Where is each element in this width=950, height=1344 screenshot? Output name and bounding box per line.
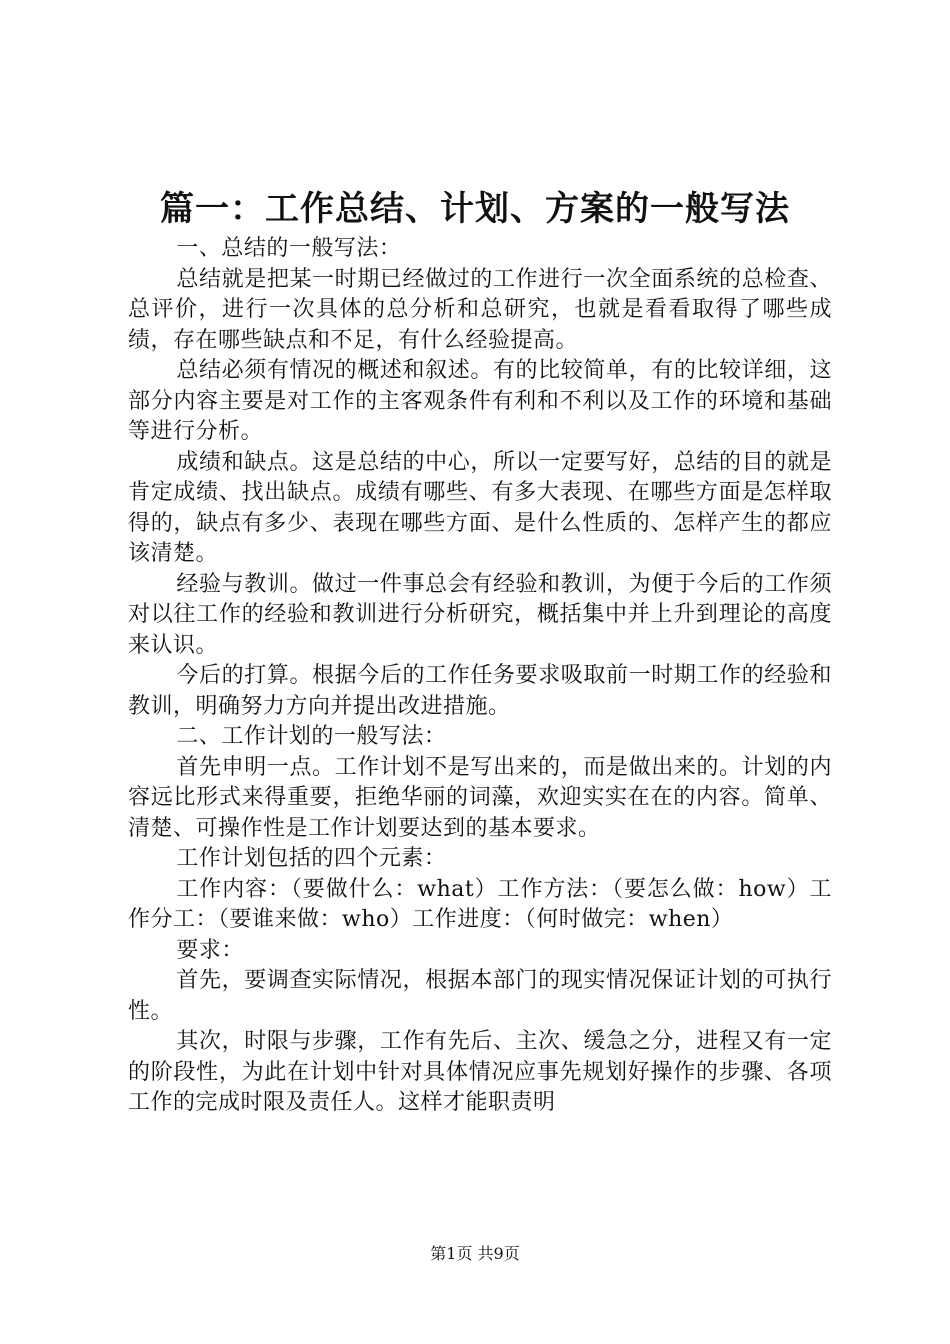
body-paragraph: 总结必须有情况的概述和叙述。有的比较简单，有的比较详细，这部分内容主要是对工作的主客观条件有利和不利以及工作的环境和基础等进行分析。 [128,358,832,444]
body-paragraph: 首先，要调查实际情况，根据本部门的现实情况保证计划的可执行性。 [128,968,832,1024]
document-title: 篇一：工作总结、计划、方案的一般写法 [160,189,790,229]
body-paragraph: 工作计划包括的四个元素： [176,846,447,871]
body-paragraph: 首先申明一点。工作计划不是写出来的，而是做出来的。计划的内容远比形式来得重要，拒绝华丽的词藻，欢迎实实在在的内容。简单、清楚、可操作性是工作计划要达到的基本要求。 [128,754,832,841]
body-paragraph: 其次，时限与步骤，工作有先后、主次、缓急之分，进程又有一定的阶段性，为此在计划中针对具体情况应事先规划好操作的步骤、各项工作的完成时限及责任人。这样才能职责明 [128,1029,832,1115]
body-paragraph: 总结就是把某一时期已经做过的工作进行一次全面系统的总检查、总评价，进行一次具体的总分析和总研究，也就是看看取得了哪些成绩，存在哪些缺点和不足，有什么经验提高。 [128,266,832,353]
section-heading: 二、工作计划的一般写法： [176,724,447,749]
body-paragraph: 工作内容：（要做什么：what）工作方法：（要怎么做：how）工作分工：（要谁来做：who）工作进度：（何时做完：when） [128,876,832,932]
body-paragraph: 今后的打算。根据今后的工作任务要求吸取前一时期工作的经验和教训，明确努力方向并提出改进措施。 [128,663,832,719]
body-paragraph: 成绩和缺点。这是总结的中心，所以一定要写好，总结的目的就是肯定成绩、找出缺点。成绩有哪些、有多大表现、在哪些方面是怎样取得的，缺点有多少、表现在哪些方面、是什么性质的、怎样产生的都应该清楚。 [128,449,832,566]
body-paragraph: 经验与教训。做过一件事总会有经验和教训，为便于今后的工作须对以往工作的经验和教训进行分析研究，概括集中并上升到理论的高度来认识。 [128,571,832,658]
page-number-footer: 第1页 共9页 [430,1244,520,1263]
section-heading: 一、总结的一般写法： [176,236,402,261]
body-paragraph: 要求： [176,937,244,963]
document-body [128,234,832,1119]
